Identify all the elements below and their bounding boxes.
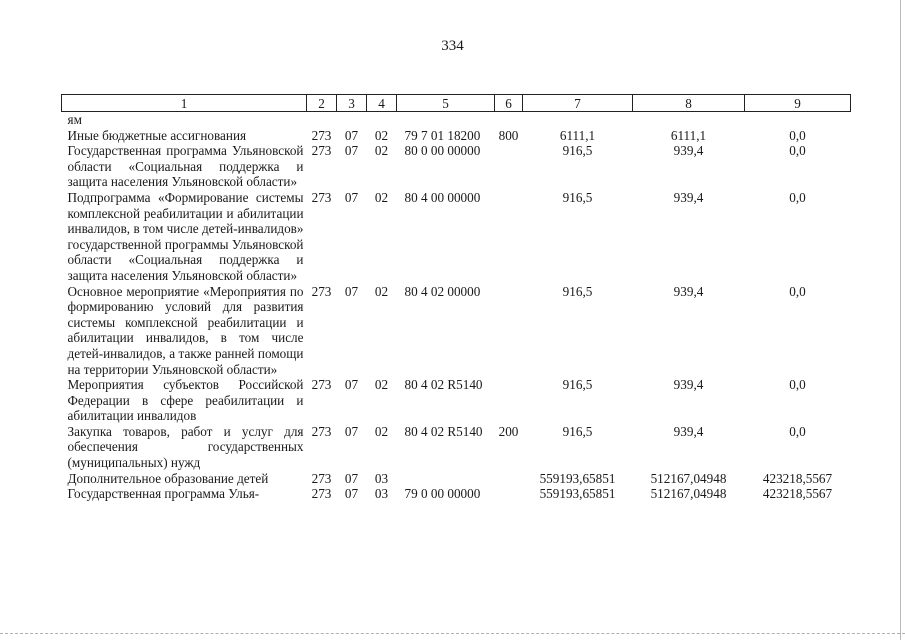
- row-subsection: 02: [374, 143, 389, 159]
- row-value-col7: 916,5: [562, 143, 593, 159]
- table-header-row: [62, 95, 851, 112]
- row-value-col8: 939,4: [673, 377, 704, 393]
- budget-table: [61, 94, 851, 502]
- row-value-col8: 6111,1: [670, 127, 707, 143]
- row-subsection: 02: [374, 189, 389, 205]
- row-chapter: 273: [311, 143, 332, 159]
- row-section: 07: [344, 470, 359, 486]
- row-value-col9: 423218,5567: [762, 486, 833, 502]
- row-name: Закупка товаров, работ и услуг для обеспечения государственных (муниципальных) нужд: [67, 423, 304, 471]
- page-edge-bottom: [0, 633, 905, 634]
- row-value-col9: 0,0: [789, 127, 806, 143]
- row-name: Мероприятия субъектов Российской Федерации в сфере реабилитации и абилитации инвалидов: [67, 377, 304, 424]
- row-target-code: 80 4 02 R5140: [404, 377, 483, 393]
- row-section: [337, 112, 367, 128]
- table-row: [62, 143, 851, 190]
- row-name: Подпрограмма «Формирование системы комплексной реабилитации и абилитации инвалидов, в том числе детей-инвалидов» государственной программы Ульяновской области «Социальная поддержка и защита населения Ульяновской области»: [67, 189, 304, 283]
- row-section: 07: [344, 486, 359, 502]
- row-value-col9: 0,0: [789, 423, 806, 439]
- row-value-col8: [633, 112, 745, 128]
- row-section: 07: [344, 127, 359, 143]
- row-name: Государственная программа Ульяновской области «Социальная поддержка и защита населения Ульяновской области»: [67, 143, 304, 190]
- row-expense-type: 800: [498, 127, 519, 143]
- row-value-col7: 916,5: [562, 283, 593, 299]
- column-header-2: 2: [307, 95, 337, 112]
- row-value-col9: [745, 112, 851, 128]
- row-value-col9: 423218,5567: [762, 470, 833, 486]
- row-chapter: 273: [311, 189, 332, 205]
- row-name: Дополнительное образование детей: [67, 470, 269, 486]
- table-row: [62, 128, 851, 144]
- row-chapter: 273: [311, 470, 332, 486]
- row-subsection: 02: [374, 127, 389, 143]
- row-value-col8: 939,4: [673, 143, 704, 159]
- row-chapter: [307, 112, 337, 128]
- row-section: 07: [344, 189, 359, 205]
- row-value-col9: 0,0: [789, 283, 806, 299]
- table-row: [62, 486, 851, 502]
- row-expense-type: [495, 377, 523, 424]
- row-chapter: 273: [311, 377, 332, 393]
- table-row: [62, 112, 851, 128]
- row-subsection: 02: [374, 423, 389, 439]
- row-name: ям: [67, 112, 82, 127]
- row-value-col8: 512167,04948: [650, 486, 727, 502]
- row-section: 07: [344, 283, 359, 299]
- row-target-code: 79 7 01 18200: [404, 127, 481, 143]
- table-row: [62, 190, 851, 284]
- row-subsection: 02: [374, 377, 389, 393]
- row-target-code: 80 4 02 R5140: [404, 423, 483, 439]
- row-subsection: 03: [374, 486, 389, 502]
- column-header-5: 5: [397, 95, 495, 112]
- row-value-col8: 939,4: [673, 189, 704, 205]
- column-header-9: 9: [745, 95, 851, 112]
- row-target-code: 80 4 00 00000: [404, 189, 481, 205]
- row-subsection: 02: [374, 283, 389, 299]
- row-target-code: [397, 471, 495, 487]
- row-value-col7: 916,5: [562, 377, 593, 393]
- row-expense-type: [495, 112, 523, 128]
- row-value-col9: 0,0: [789, 377, 806, 393]
- row-subsection: [367, 112, 397, 128]
- column-header-6: 6: [495, 95, 523, 112]
- row-chapter: 273: [311, 423, 332, 439]
- table-row: [62, 471, 851, 487]
- row-value-col7: 559193,65851: [539, 470, 616, 486]
- row-section: 07: [344, 143, 359, 159]
- row-value-col8: 939,4: [673, 283, 704, 299]
- row-value-col7: 916,5: [562, 423, 593, 439]
- column-header-8: 8: [633, 95, 745, 112]
- row-value-col8: 512167,04948: [650, 470, 727, 486]
- row-value-col9: 0,0: [789, 143, 806, 159]
- column-header-4: 4: [367, 95, 397, 112]
- row-target-code: 79 0 00 00000: [404, 486, 481, 502]
- row-expense-type: [495, 486, 523, 502]
- table-row: [62, 284, 851, 378]
- row-chapter: 273: [311, 486, 332, 502]
- row-target-code: 80 4 02 00000: [404, 283, 481, 299]
- row-value-col7: 6111,1: [559, 127, 596, 143]
- row-expense-type: [495, 284, 523, 378]
- row-subsection: 03: [374, 470, 389, 486]
- row-target-code: [397, 112, 495, 128]
- row-name: Иные бюджетные ассигнования: [67, 127, 247, 143]
- row-section: 07: [344, 423, 359, 439]
- column-header-3: 3: [337, 95, 367, 112]
- table-row: [62, 377, 851, 424]
- row-name: Государственная программа Улья-: [67, 486, 260, 502]
- page-edge-right: [900, 0, 901, 640]
- page-number: 334: [441, 38, 464, 54]
- column-header-1: 1: [62, 95, 307, 112]
- row-value-col7: 559193,65851: [539, 486, 616, 502]
- row-chapter: 273: [311, 127, 332, 143]
- row-expense-type: [495, 190, 523, 284]
- row-chapter: 273: [311, 283, 332, 299]
- column-header-7: 7: [523, 95, 633, 112]
- row-name: Основное мероприятие «Мероприятия по формированию условий для развития системы комплексной реабилитации и абилитации инвалидов, в том числе детей-инвалидов, а также ранней помощи на территории Ульяновской области»: [67, 283, 304, 377]
- row-value-col8: 939,4: [673, 423, 704, 439]
- row-value-col7: [523, 112, 633, 128]
- row-expense-type: 200: [498, 423, 519, 439]
- row-section: 07: [344, 377, 359, 393]
- table-row: [62, 424, 851, 471]
- row-expense-type: [495, 143, 523, 190]
- row-target-code: 80 0 00 00000: [404, 143, 481, 159]
- row-value-col7: 916,5: [562, 189, 593, 205]
- row-value-col9: 0,0: [789, 189, 806, 205]
- row-expense-type: [495, 471, 523, 487]
